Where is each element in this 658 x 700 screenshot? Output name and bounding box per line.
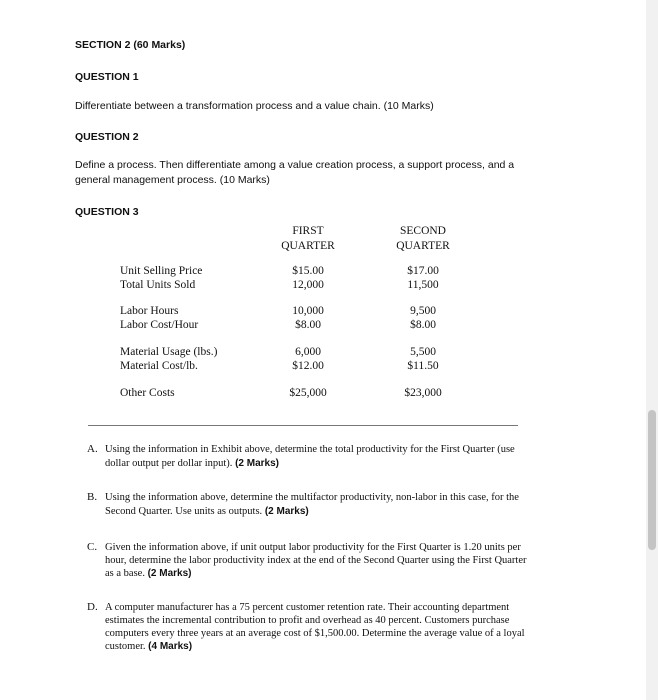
part-marks: (2 Marks) [235, 458, 279, 469]
part-letter: A. [87, 443, 98, 455]
col-header-second-line1: SECOND [399, 225, 446, 237]
part-marks: (2 Marks) [147, 568, 192, 579]
part-text-line: Using the information above, determine the multifactor productivity, non-labor in this case, for the [105, 492, 519, 503]
part-letter: C. [87, 541, 98, 553]
row-label: Other Costs [120, 387, 175, 399]
question-3-heading: QUESTION 3 [75, 206, 139, 218]
row-value-first: $12.00 [292, 360, 324, 372]
part-text-line: A computer manufacturer has a 75 percent customer retention rate. Their accounting department [105, 602, 510, 613]
row-value-second: 5,500 [410, 346, 436, 358]
row-value-first: 12,000 [292, 279, 324, 291]
row-value-second: $23,000 [404, 387, 442, 399]
part-text-line: Using the information in Exhibit above, determine the total productivity for the First Quarter (use [105, 444, 515, 455]
divider [88, 425, 518, 426]
row-label: Labor Cost/Hour [120, 319, 199, 331]
row-value-first: $15.00 [292, 265, 324, 277]
row-value-first: $8.00 [295, 319, 321, 331]
scrollbar-thumb[interactable] [648, 410, 656, 550]
part-text-line: computers every three years at an average cost of $1,500.00. Determine the average value of a loyal [105, 628, 525, 639]
row-value-second: $8.00 [410, 319, 436, 331]
question-2-heading: QUESTION 2 [75, 131, 139, 143]
part-text-line-last: customer. (4 Marks) [105, 641, 193, 652]
row-label: Total Units Sold [120, 279, 196, 291]
part-text-line: estimates the incremental contribution to profit and overhead as 40 percent. Customers purchase [105, 615, 510, 626]
row-label: Labor Hours [120, 305, 179, 317]
question-1-text: Differentiate between a transformation process and a value chain. (10 Marks) [75, 100, 434, 112]
part-text-line-last: dollar output per dollar input). (2 Marks) [105, 458, 279, 469]
row-value-second: 11,500 [407, 279, 439, 291]
question-1-heading: QUESTION 1 [75, 71, 139, 83]
part-marks: (2 Marks) [264, 506, 309, 517]
part-marks: (4 Marks) [148, 641, 193, 652]
vertical-scrollbar[interactable] [646, 0, 658, 700]
part-text-line: Given the information above, if unit output labor productivity for the First Quarter is 1.20 units per [105, 542, 521, 553]
section-title: SECTION 2 (60 Marks) [75, 39, 186, 51]
part-letter: B. [87, 491, 98, 503]
row-value-first: 10,000 [292, 305, 324, 317]
col-header-first-line1: FIRST [292, 225, 324, 237]
part-text-line-last: Second Quarter. Use units as outputs. (2 Marks) [105, 506, 309, 517]
question-2-text-line2: general management process. (10 Marks) [75, 174, 270, 186]
part-text-line: hour, determine the labor productivity index at the end of the Second Quarter using the First Quarter [105, 555, 527, 566]
row-value-second: $11.50 [407, 360, 439, 372]
row-value-second: 9,500 [410, 305, 436, 317]
row-label: Unit Selling Price [120, 265, 203, 277]
part-text-line-last: as a base. (2 Marks) [105, 568, 192, 579]
row-value-second: $17.00 [407, 265, 439, 277]
row-value-first: 6,000 [295, 346, 321, 358]
row-label: Material Cost/lb. [120, 360, 198, 372]
row-label: Material Usage (lbs.) [120, 346, 218, 358]
col-header-second-line2: QUARTER [396, 240, 450, 252]
col-header-first-line2: QUARTER [281, 240, 335, 252]
question-2-text-line1: Define a process. Then differentiate among a value creation process, a support process, and a [75, 159, 515, 171]
row-value-first: $25,000 [289, 387, 327, 399]
part-letter: D. [87, 601, 98, 613]
